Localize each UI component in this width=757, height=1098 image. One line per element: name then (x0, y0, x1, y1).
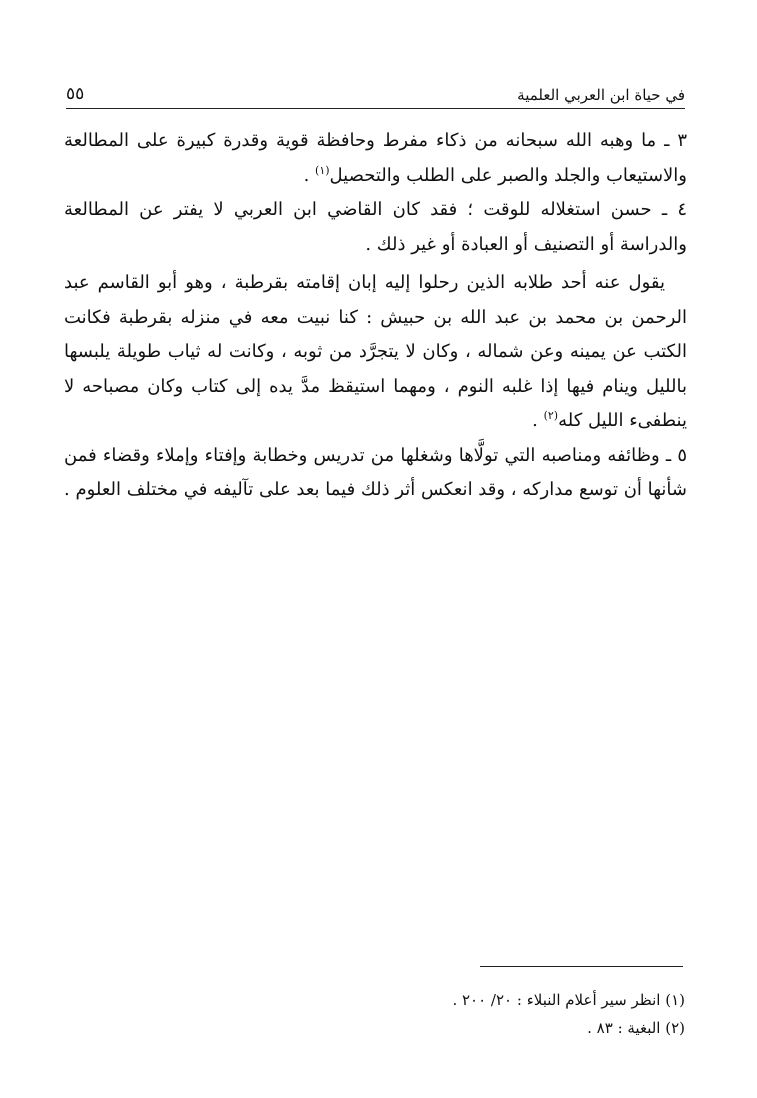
list-item-3 (64, 124, 687, 193)
quoted-paragraph (64, 266, 687, 439)
paragraph-text: يقول عنه أحد طلابه الذين رحلوا إليه إبان إقامته بقرطبة ، وهو أبو القاسم عبد الرحمن بن محمد بن عبد الله بن حبيش : كنا نبيت معه في منزله بقرطبة فكانت الكتب عن يمينه وعن شماله ، وكان لا يتجرَّد من ثوبه ، وكانت له ثياب طويلة يلبسها بالليل وينام فيها إذا غلبه النوم ، ومهما استيقظ مدَّ يده إلى كتاب وكان مصباحه لا ينطفىء الليل كله (64, 272, 687, 431)
footnote-ref-1: (١) (315, 163, 330, 177)
footnote-ref-2: (٢) (543, 409, 559, 422)
footnote-2: (٢) البغية : ٨٣ . (587, 1019, 685, 1037)
running-header (66, 84, 685, 109)
header-title: في حياة ابن العربي العلمية (517, 86, 685, 104)
page-number: ٥٥ (66, 84, 85, 104)
footnotes (64, 986, 685, 1042)
footnote-1: (١) انظر سير أعلام النبلاء : ٢٠/ ٢٠٠ . (452, 991, 685, 1009)
paragraph-tail: . (532, 410, 544, 431)
body-text (64, 124, 687, 508)
footnote-divider (480, 966, 683, 967)
item-number: ٥ ـ (665, 444, 687, 466)
item-number: ٤ ـ (661, 199, 687, 220)
item-text: ما وهبه الله سبحانه من ذكاء مفرط وحافظة قوية وقدرة كبيرة على المطالعة والاستيعاب والجلد والصبر على الطلب والتحصيل (64, 130, 687, 186)
item-number: ٣ ـ (664, 130, 687, 151)
list-item-4 (64, 193, 687, 262)
item-tail: . (303, 164, 316, 186)
list-item-5 (64, 439, 687, 508)
item-text: حسن استغلاله للوقت ؛ فقد كان القاضي ابن العربي لا يفتر عن المطالعة والدراسة أو التصنيف أو العبادة أو غير ذلك . (64, 199, 687, 255)
item-text: وظائفه ومناصبه التي تولَّاها وشغلها من تدريس وخطابة وإفتاء وإملاء وقضاء فمن شأنها أن توسع مداركه ، وقد انعكس أثر ذلك فيما بعد على تآليفه في مختلف العلوم . (64, 444, 687, 500)
